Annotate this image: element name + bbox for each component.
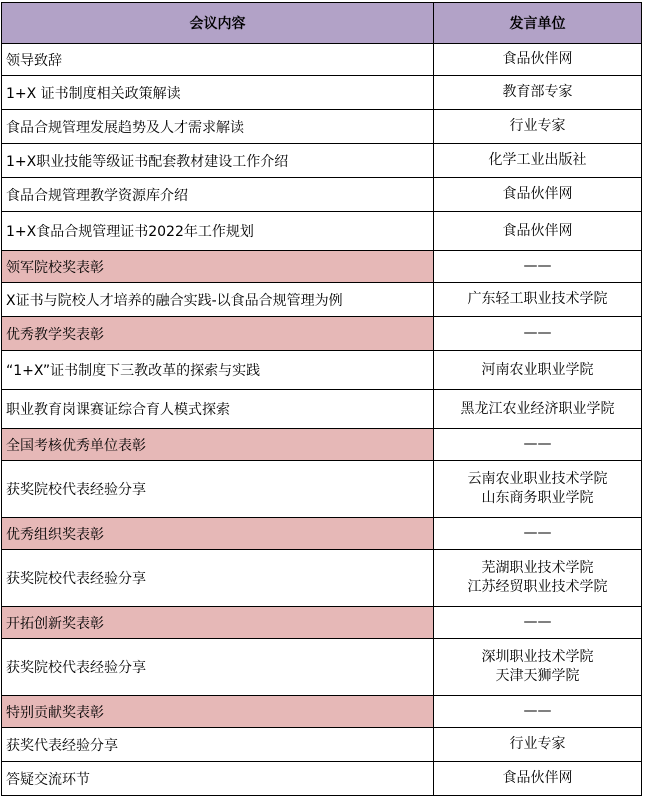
header-content: 会议内容 (2, 3, 434, 44)
speaker-unit (434, 351, 642, 390)
table-row (2, 696, 642, 728)
table-row (2, 283, 642, 317)
speaker-unit (434, 76, 642, 110)
speaker-unit (434, 696, 642, 728)
speaker-unit (434, 762, 642, 796)
speaker-unit (434, 390, 642, 429)
speaker-unit-line: 行业专家 (509, 118, 566, 134)
speaker-unit (434, 283, 642, 317)
table-row (2, 110, 642, 144)
speaker-unit (434, 518, 642, 550)
speaker-unit-line: 河南农业职业学院 (481, 361, 594, 378)
agenda-item: 职业教育岗课赛证综合育人模式探索 (2, 390, 434, 429)
table-row (2, 728, 642, 762)
agenda-item: X证书与院校人才培养的融合实践-以食品合规管理为例 (2, 283, 434, 317)
agenda-item: 领军院校奖表彰 (2, 251, 434, 283)
agenda-item: 领导致辞 (2, 44, 434, 76)
speaker-unit-line: 食品伙伴网 (502, 186, 573, 202)
header-row (2, 3, 642, 44)
speaker-unit-line: 江苏经贸职业技术学院 (467, 579, 608, 595)
agenda-item: “1+X”证书制度下三教改革的探索与实践 (2, 351, 434, 390)
table-row (2, 762, 642, 796)
agenda-item: 1+X 证书制度相关政策解读 (2, 76, 434, 110)
table-row (2, 607, 642, 639)
speaker-unit-line: 行业专家 (509, 736, 566, 752)
agenda-item: 食品合规管理教学资源库介绍 (2, 178, 434, 212)
speaker-unit (434, 639, 642, 696)
table-row (2, 144, 642, 178)
agenda-item: 优秀组织奖表彰 (2, 518, 434, 550)
agenda-item: 答疑交流环节 (2, 762, 434, 796)
speaker-unit (434, 728, 642, 762)
header-unit: 发言单位 (434, 3, 642, 44)
agenda-item: 特别贡献奖表彰 (2, 696, 434, 728)
speaker-unit-line: 化学工业出版社 (488, 152, 587, 168)
table-row (2, 518, 642, 550)
speaker-unit-line: 山东商务职业学院 (481, 490, 594, 506)
table-row (2, 429, 642, 461)
speaker-unit-line: 教育部专家 (502, 84, 573, 100)
agenda-item: 获奖院校代表经验分享 (2, 550, 434, 607)
speaker-unit-line: 食品伙伴网 (502, 222, 573, 239)
speaker-unit (434, 178, 642, 212)
table-row (2, 390, 642, 429)
speaker-unit (434, 317, 642, 351)
agenda-item: 获奖院校代表经验分享 (2, 639, 434, 696)
speaker-unit-line: —— (523, 325, 552, 341)
speaker-unit (434, 461, 642, 518)
agenda-item: 食品合规管理发展趋势及人才需求解读 (2, 110, 434, 144)
table-row (2, 178, 642, 212)
table-row (2, 550, 642, 607)
agenda-item: 开拓创新奖表彰 (2, 607, 434, 639)
agenda-table (1, 2, 642, 796)
speaker-unit (434, 251, 642, 283)
speaker-unit-line: 广东轻工职业技术学院 (467, 291, 608, 307)
table-row (2, 76, 642, 110)
speaker-unit (434, 429, 642, 461)
agenda-item: 1+X职业技能等级证书配套教材建设工作介绍 (2, 144, 434, 178)
agenda-item: 获奖院校代表经验分享 (2, 461, 434, 518)
agenda-item: 获奖代表经验分享 (2, 728, 434, 762)
speaker-unit-line: —— (523, 614, 552, 630)
speaker-unit-line: 深圳职业技术学院 (481, 649, 594, 665)
table-row (2, 461, 642, 518)
speaker-unit-line: 黑龙江农业经济职业学院 (460, 400, 615, 417)
speaker-unit-line: —— (523, 703, 552, 719)
speaker-unit (434, 212, 642, 251)
table-row (2, 44, 642, 76)
speaker-unit (434, 110, 642, 144)
speaker-unit-line: 天津天狮学院 (495, 668, 580, 684)
table-row (2, 251, 642, 283)
table-row (2, 212, 642, 251)
speaker-unit-line: —— (523, 436, 552, 452)
agenda-item: 优秀教学奖表彰 (2, 317, 434, 351)
speaker-unit-line: —— (523, 258, 552, 274)
agenda-item: 全国考核优秀单位表彰 (2, 429, 434, 461)
speaker-unit-line: —— (523, 525, 552, 541)
table-row (2, 639, 642, 696)
agenda-body (2, 44, 642, 796)
speaker-unit (434, 550, 642, 607)
speaker-unit (434, 44, 642, 76)
speaker-unit-line: 食品伙伴网 (502, 770, 573, 786)
speaker-unit (434, 607, 642, 639)
agenda-item: 1+X食品合规管理证书2022年工作规划 (2, 212, 434, 251)
speaker-unit-line: 云南农业职业技术学院 (467, 471, 608, 487)
table-row (2, 351, 642, 390)
speaker-unit-line: 芜湖职业技术学院 (481, 560, 594, 576)
table-row (2, 317, 642, 351)
speaker-unit (434, 144, 642, 178)
speaker-unit-line: 食品伙伴网 (502, 51, 573, 67)
